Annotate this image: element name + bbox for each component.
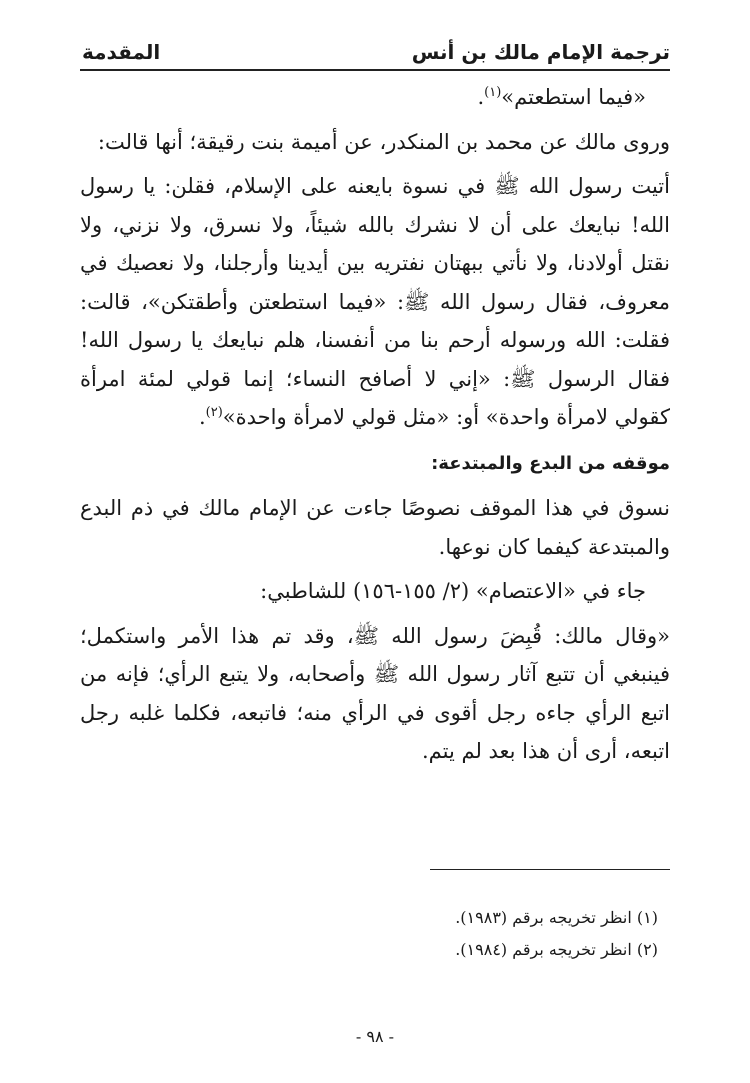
section-subheading: موقفه من البدع والمبتدعة: (431, 452, 670, 474)
page-header (80, 36, 670, 70)
paragraph-malik-quote: «وقال مالك: قُبِضَ رسول الله ﷺ، وقد تم هذا الأمر واستكمل؛ فينبغي أن تتبع آثار رسول الله ﷺ وأصحابه، ولا يتبع الرأي؛ فإنه من اتبع الرأي جاءه رجل أقوى في الرأي منه؛ فاتبعه، فكلما غلبه رجل اتبعه، أرى أن هذا بعد لم يتم. (80, 623, 670, 763)
paragraph-source: جاء في «الاعتصام» (٢/ ١٥٥-١٥٦) للشاطبي: (260, 579, 646, 603)
footnote-ref-1: (١) (484, 85, 502, 100)
page-number: - ٩٨ - (355, 1027, 395, 1046)
footnote-2: (٢) انظر تخريجه برقم (١٩٨٤). (455, 940, 658, 959)
quote-end: . (477, 85, 485, 109)
footnote-1: (١) انظر تخريجه برقم (١٩٨٣). (455, 908, 658, 927)
footnotes (80, 902, 670, 966)
footnote-divider (430, 869, 670, 870)
paragraph-quote-end (80, 78, 670, 117)
paragraph-intro: نسوق في هذا الموقف نصوصًا جاءت عن الإمام مالك في ذم البدع والمبتدعة كيفما كان نوعها. (80, 496, 670, 559)
section-title: المقدمة (82, 40, 161, 64)
quote-text: «فيما استطعتم» (501, 85, 646, 109)
hadith-text: أتيت رسول الله ﷺ في نسوة بايعنه على الإسلام، فقلن: يا رسول الله! نبايعك على أن لا نشرك بالله شيئاً، ولا نسرق، ولا نزني، ولا نقتل أولادنا، ولا نأتي ببهتان نفتريه بين أيدينا وأرجلنا، ولا نعصيك في معروف، فقال رسول الله ﷺ: «فيما استطعتن وأطقتكن»، قالت: فقلت: الله ورسوله أرحم بنا من أنفسنا، هلم نبايعك يا رسول الله! فقال الرسول ﷺ: «إني لا أصافح النساء؛ إنما قولي لمئة امرأة كقولي لامرأة واحدة» أو: «مثل قولي لامرأة واحدة» (80, 174, 670, 429)
main-text (80, 78, 670, 771)
running-title: ترجمة الإمام مالك بن أنس (411, 40, 670, 64)
paragraph-narration: وروى مالك عن محمد بن المنكدر، عن أميمة بنت رقيقة؛ أنها قالت: (97, 129, 670, 154)
footnote-ref-2: (٢) (205, 405, 223, 420)
paragraph-hadith (80, 167, 670, 437)
header-divider (80, 69, 670, 71)
hadith-end: . (198, 405, 206, 429)
book-page (80, 22, 670, 1062)
